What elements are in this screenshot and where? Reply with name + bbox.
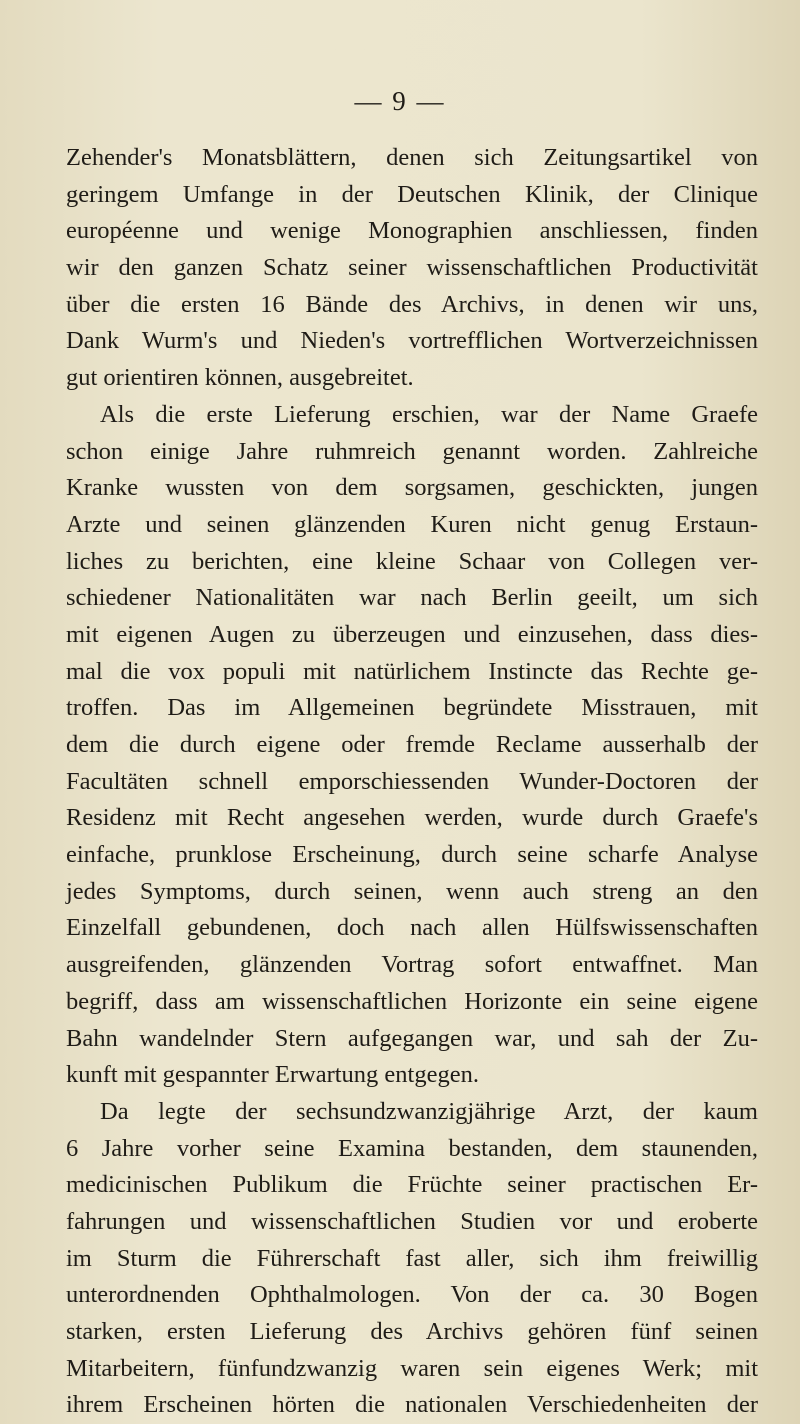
- text-line: im Sturm die Führerschaft fast aller, sich ihm freiwillig: [66, 1244, 758, 1272]
- paragraph: [66, 140, 758, 397]
- text-line: Als die erste Lieferung erschien, war der Name Graefe: [100, 400, 758, 428]
- text-line: fahrungen und wissenschaftlichen Studien vor und eroberte: [66, 1207, 758, 1235]
- text-line: starken, ersten Lieferung des Archivs gehören fünf seinen: [66, 1318, 758, 1345]
- page-number: — 9 —: [354, 86, 446, 116]
- text-line: medicinischen Publikum die Früchte seiner practischen Er-: [66, 1171, 758, 1199]
- text-line: Dank Wurm's und Nieden's vortrefflichen Wortverzeichnissen: [66, 327, 758, 355]
- text-line: liches zu berichten, eine kleine Schaar von Collegen ver-: [66, 547, 758, 575]
- text-line: mit eigenen Augen zu überzeugen und einzusehen, dass dies-: [66, 620, 758, 648]
- text-line: Bahn wandelnder Stern aufgegangen war, und sah der Zu-: [66, 1024, 758, 1052]
- text-line: 6 Jahre vorher seine Examina bestanden, dem staunenden,: [66, 1134, 758, 1162]
- text-line: troffen. Das im Allgemeinen begründete Misstrauen, mit: [66, 694, 758, 722]
- text-line: européenne und wenige Monographien anschliessen, finden: [66, 217, 758, 245]
- text-line: schon einige Jahre ruhmreich genannt worden. Zahlreiche: [66, 437, 758, 465]
- body-text: [66, 140, 758, 1424]
- text-line: wir den ganzen Schatz seiner wissenschaftlichen Productivität: [66, 254, 758, 282]
- text-line: mal die vox populi mit natürlichem Instincte das Rechte ge-: [66, 657, 758, 685]
- text-line: Arzte und seinen glänzenden Kuren nicht genug Erstaun-: [66, 510, 758, 538]
- text-line: begriff, dass am wissenschaftlichen Horizonte ein seine eigene: [66, 987, 758, 1015]
- paragraph: [66, 1094, 758, 1424]
- text-line: dem die durch eigene oder fremde Reclame ausserhalb der: [66, 731, 758, 758]
- text-line: Einzelfall gebundenen, doch nach allen Hülfswissenschaften: [66, 914, 758, 942]
- text-line: einfache, prunklose Erscheinung, durch seine scharfe Analyse: [66, 841, 758, 869]
- text-line: jedes Symptoms, durch seinen, wenn auch streng an den: [66, 877, 758, 905]
- text-line: Zehender's Monatsblättern, denen sich Zeitungsartikel von: [66, 144, 758, 171]
- paragraph: [66, 397, 758, 1094]
- text-line: ausgreifenden, glänzenden Vortrag sofort entwaffnet. Man: [66, 951, 758, 979]
- text-line: über die ersten 16 Bände des Archivs, in denen wir uns,: [66, 290, 758, 318]
- text-line: schiedener Nationalitäten war nach Berlin geeilt, um sich: [66, 584, 758, 612]
- text-line: ihrem Erscheinen hörten die nationalen Verschiedenheiten der: [66, 1391, 758, 1419]
- text-line: kunft mit gespannter Erwartung entgegen.: [66, 1061, 479, 1089]
- text-line: Kranke wussten von dem sorgsamen, geschickten, jungen: [66, 474, 758, 502]
- text-line: Residenz mit Recht angesehen werden, wurde durch Graefe's: [66, 804, 758, 832]
- text-line: Mitarbeitern, fünfundzwanzig waren sein eigenes Werk; mit: [66, 1354, 758, 1382]
- text-line: Facultäten schnell emporschiessenden Wunder-Doctoren der: [66, 767, 758, 795]
- text-line: geringem Umfange in der Deutschen Klinik, der Clinique: [66, 180, 758, 208]
- text-line: unterordnenden Ophthalmologen. Von der ca. 30 Bogen: [66, 1281, 758, 1309]
- text-line: Da legte der sechsundzwanzigjährige Arzt, der kaum: [100, 1097, 758, 1125]
- text-line: gut orientiren können, ausgebreitet.: [66, 364, 414, 392]
